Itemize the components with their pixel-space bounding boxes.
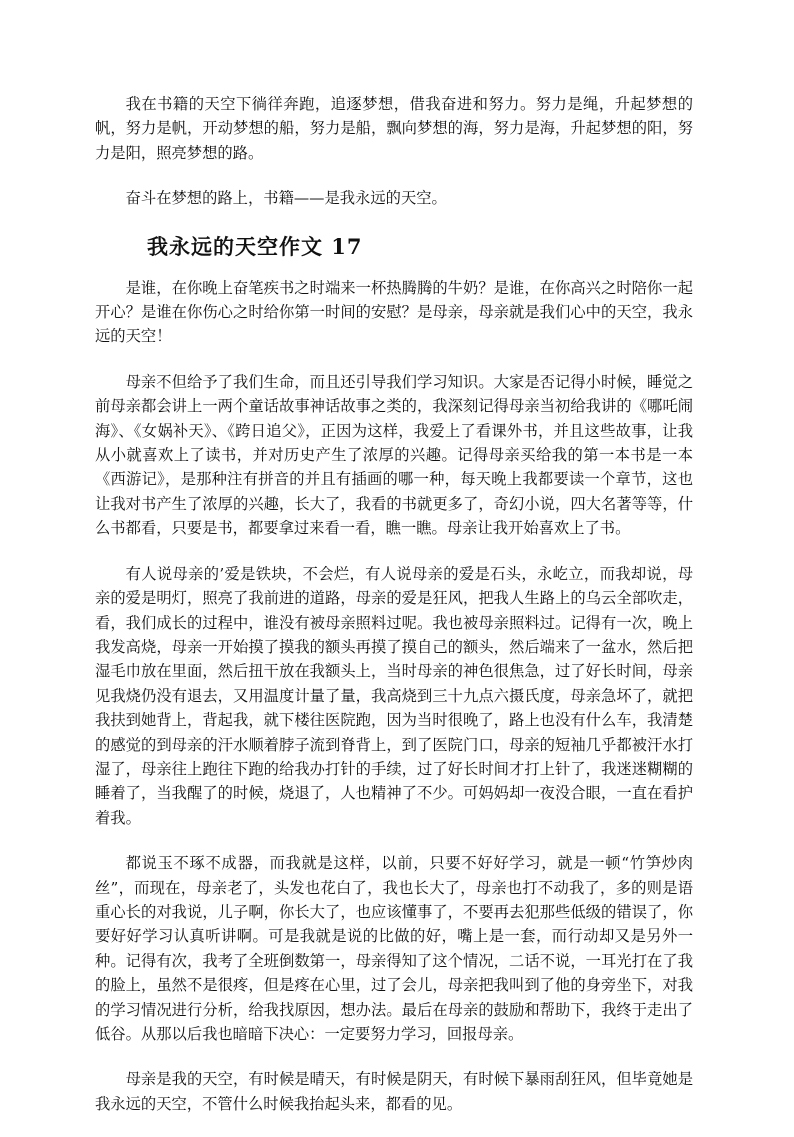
- paragraph-intro-2: 奋斗在梦想的路上，书籍——是我永远的天空。: [125, 189, 447, 208]
- paragraph-5: 母亲是我的天空，有时候是晴天，有时候是阴天，有时候下暴雨刮狂风，但毕竟她是我永远的天空，不管什么时候我抬起头来，都看的见。: [95, 1070, 693, 1113]
- document-page: [95, 92, 693, 1137]
- paragraph-intro-1: 我在书籍的天空下徜徉奔跑，追逐梦想，借我奋进和努力。努力是绳，升起梦想的帆，努力是帆，开动梦想的船，努力是船，飘向梦想的海，努力是海，升起梦想的阳，努力是阳，照亮梦想的路。: [95, 95, 693, 162]
- paragraph-4: 都说玉不琢不成器，而我就是这样，以前，只要不好好学习，就是一顿“竹笋炒肉丝”，而现在，母亲老了，头发也花白了，我也长大了，母亲也打不动我了，多的则是语重心长的对我说，儿子啊，你长大了，也应该懂事了，不要再去犯那些低级的错误了，你要好好学习认真听讲啊。可是我就是说的比做的好，嘴上是一套，而行动却又是另外一种。记得有次，我考了全班倒数第一，母亲得知了这个情况，二话不说，一耳光打在了我的脸上，虽然不是很疼，但是疼在心里，过了会儿，母亲把我叫到了他的身旁坐下，对我的学习情况进行分析，给我找原因，想办法。最后在母亲的鼓励和帮助下，我终于走出了低谷。从那以后我也暗暗下决心：一定要努力学习，回报母亲。: [95, 854, 693, 1043]
- essay-heading: 我永远的天空作文 17: [147, 233, 363, 259]
- paragraph-2: 母亲不但给予了我们生命，而且还引导我们学习知识。大家是否记得小时候，睡觉之前母亲都会讲上一两个童话故事神话故事之类的，我深刻记得母亲当初给我讲的《哪吒闹海》、《女娲补天》、《跨日追父》，正因为这样，我爱上了看课外书，并且这些故事，让我从小就喜欢上了读书，并对历史产生了浓厚的兴趣。记得母亲买给我的第一本书是一本《西游记》，是那种注有拼音的并且有插画的哪一种，每天晚上我都要读一个章节，这也让我对书产生了浓厚的兴趣，长大了，我看的书就更多了，奇幻小说，四大名著等等，什么书都看，只要是书，都要拿过来看一看，瞧一瞧。母亲让我开始喜欢上了书。: [95, 372, 693, 538]
- paragraph-1: 是谁，在你晚上奋笔疾书之时端来一杯热腾腾的牛奶？是谁，在你高兴之时陪你一起开心？是谁在你伤心之时给你第一时间的安慰？是母亲，母亲就是我们心中的天空，我永远的天空！: [95, 278, 693, 346]
- paragraph-3: 有人说母亲的’爱是铁块，不会烂，有人说母亲的爱是石头，永屹立，而我却说，母亲的爱是明灯，照亮了我前进的道路，母亲的爱是狂风，把我人生路上的乌云全部吹走，看，我们成长的过程中，谁没有被母亲照料过呢。我也被母亲照料过。记得有一次，晚上我发高烧，母亲一开始摸了摸我的额头再摸了摸自己的额头，然后端来了一盆水，然后把湿毛巾放在里面，然后扭干放在我额头上，当时母亲的神色很焦急，过了好长时间，母亲见我烧仍没有退去，又用温度计量了量，我高烧到三十九点六摄氏度，母亲急坏了，就把我扶到她背上，背起我，就下楼往医院跑，因为当时很晚了，路上也没有什么车，我清楚的感觉的到母亲的汗水顺着脖子流到脊背上，到了医院门口，母亲的短袖几乎都被汗水打湿了，母亲往上跑往下跑的给我办打针的手续，过了好长时间才打上针了，我迷迷糊糊的睡着了，当我醒了的时候，烧退了，人也精神了不少。可妈妈却一夜没合眼，一直在看护着我。: [95, 564, 693, 827]
